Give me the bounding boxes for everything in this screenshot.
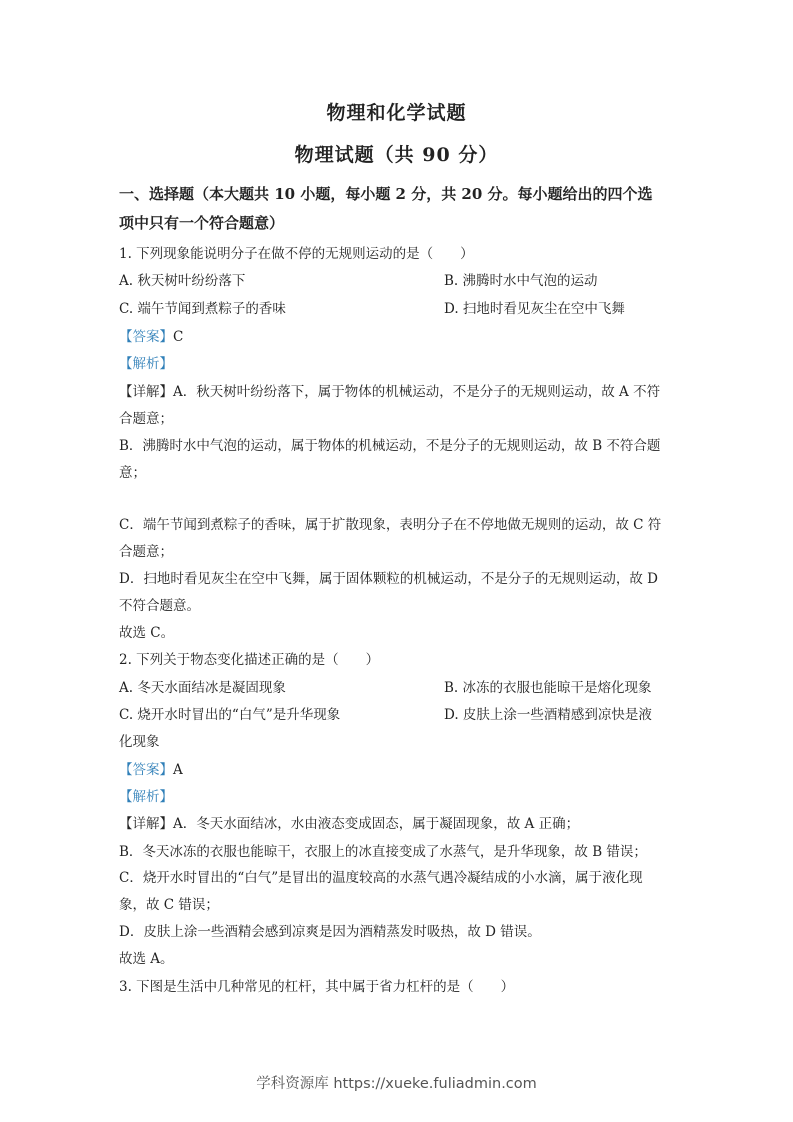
q2-detail-1 xyxy=(119,812,679,832)
q2-detail-tag: 【详解】 xyxy=(119,816,173,832)
section-heading-line1: 一、选择题（本大题共 10 小题，每小题 2 分，共 20 分。每小题给出的四个选 xyxy=(119,185,653,203)
q2-conclusion: 故选 A。 xyxy=(119,951,174,967)
q2-option-c: C. 烧开水时冒出的“白气”是升华现象 xyxy=(119,707,341,723)
q1-detail-4: 意； xyxy=(119,465,146,481)
q1-option-c: C. 端午节闻到煮粽子的香味 xyxy=(119,301,286,317)
section-heading-line2: 项中只有一个符合题意） xyxy=(119,214,285,232)
q1-detail-tag: 【详解】 xyxy=(119,384,173,400)
q2-option-d: D. 皮肤上涂一些酒精感到凉快是液 xyxy=(444,707,652,723)
q1-detail-6: 合题意； xyxy=(119,544,173,560)
footer-watermark: 学科资源库 https://xueke.fuliadmin.com xyxy=(256,1076,537,1092)
q1-detail-1-text: A．秋天树叶纷纷落下，属于物体的机械运动，不是分子的无规则运动，故 A 不符 xyxy=(173,384,661,400)
q2-analysis-tag: 【解析】 xyxy=(119,789,173,805)
q2-detail-5: D．皮肤上涂一些酒精会感到凉爽是因为酒精蒸发时吸热，故 D 错误。 xyxy=(119,924,541,940)
q2-option-b: B. 冰冻的衣服也能晾干是熔化现象 xyxy=(444,680,652,696)
q1-answer xyxy=(119,325,679,345)
q1-detail-1 xyxy=(119,380,679,400)
q1-option-a: A. 秋天树叶纷纷落下 xyxy=(119,273,246,289)
q1-stem: 1. 下列现象能说明分子在做不停的无规则运动的是（ ） xyxy=(119,246,474,262)
q2-option-a: A. 冬天水面结冰是凝固现象 xyxy=(119,680,286,696)
document-title: 物理和化学试题 xyxy=(326,102,467,124)
q1-detail-2: 合题意； xyxy=(119,411,173,427)
q2-option-d-continued: 化现象 xyxy=(119,734,160,750)
q2-detail-4: 象，故 C 错误； xyxy=(119,897,219,913)
document-subtitle: 物理试题（共 90 分） xyxy=(294,144,499,166)
q1-detail-7: D．扫地时看见灰尘在空中飞舞，属于固体颗粒的机械运动，不是分子的无规则运动，故 D xyxy=(119,571,658,587)
q2-answer xyxy=(119,758,679,778)
q1-detail-3: B．沸腾时水中气泡的运动，属于物体的机械运动，不是分子的无规则运动，故 B 不符合题 xyxy=(119,438,661,454)
q1-detail-5: C．端午节闻到煮粽子的香味，属于扩散现象，表明分子在不停地做无规则的运动，故 C 符 xyxy=(119,517,662,533)
q2-detail-2: B．冬天冰冻的衣服也能晾干，衣服上的冰直接变成了水蒸气，是升华现象，故 B 错误； xyxy=(119,844,647,860)
q2-detail-1-text: A．冬天水面结冰，水由液态变成固态，属于凝固现象，故 A 正确； xyxy=(173,816,580,832)
q1-answer-tag: 【答案】 xyxy=(119,329,173,345)
q1-option-b: B. 沸腾时水中气泡的运动 xyxy=(444,273,598,289)
q1-conclusion: 故选 C。 xyxy=(119,625,175,641)
q2-answer-value: A xyxy=(173,762,183,778)
q1-detail-8: 不符合题意。 xyxy=(119,598,200,614)
q2-detail-3: C．烧开水时冒出的“白气”是冒出的温度较高的水蒸气遇冷凝结成的小水滴，属于液化现 xyxy=(119,870,643,886)
q1-analysis-tag: 【解析】 xyxy=(119,356,173,372)
q3-stem: 3. 下图是生活中几种常见的杠杆，其中属于省力杠杆的是（ ） xyxy=(119,979,515,995)
q1-option-d: D. 扫地时看见灰尘在空中飞舞 xyxy=(444,301,625,317)
q2-answer-tag: 【答案】 xyxy=(119,762,173,778)
q2-stem: 2. 下列关于物态变化描述正确的是（ ） xyxy=(119,652,380,668)
q1-answer-value: C xyxy=(173,329,184,345)
